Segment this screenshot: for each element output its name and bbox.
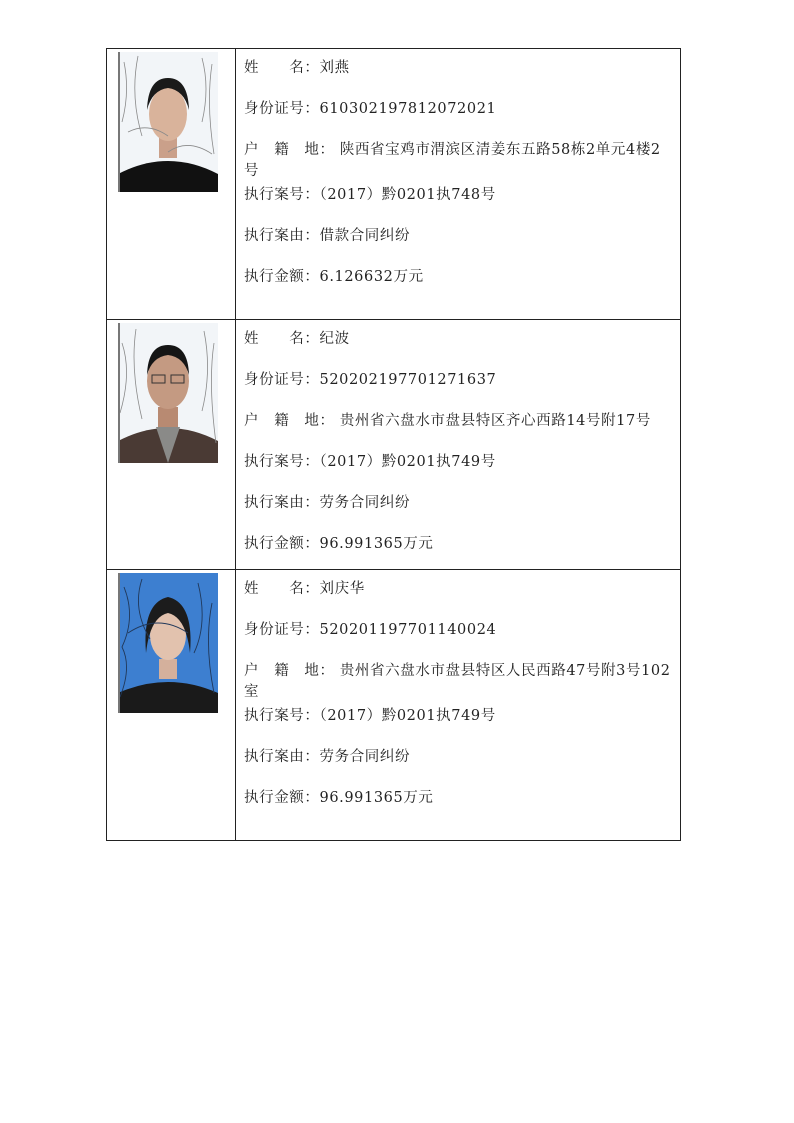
amount-value: 6.126632万元 — [319, 269, 424, 285]
info-cell — [236, 570, 681, 841]
id-row — [244, 620, 674, 641]
address-label: 户 籍 地： — [244, 142, 335, 158]
amount-label: 执行金额： — [244, 790, 320, 806]
amount-label: 执行金额： — [244, 536, 320, 552]
amount-row — [244, 267, 674, 288]
address-row — [244, 140, 674, 182]
portrait-photo — [118, 323, 218, 463]
address-row — [244, 411, 674, 432]
address-value: 贵州省六盘水市盘县特区齐心西路14号附17号 — [339, 413, 651, 429]
name-label: 姓 名： — [244, 60, 320, 76]
id-value: 520202197701271637 — [319, 372, 497, 388]
cause-label: 执行案由： — [244, 228, 320, 244]
name-label: 姓 名： — [244, 331, 320, 347]
portrait-photo — [118, 573, 218, 713]
case-no-value: （2017）黔0201执749号 — [319, 454, 496, 470]
address-label: 户 籍 地： — [244, 413, 335, 429]
photo-cell — [107, 570, 236, 841]
address-value: 陕西省宝鸡市渭滨区清姜东五路58栋2单元4楼2号 — [244, 142, 661, 179]
name-row — [244, 58, 674, 79]
portrait-photo — [118, 52, 218, 192]
table-row — [107, 320, 681, 570]
cause-label: 执行案由： — [244, 495, 320, 511]
cause-row — [244, 493, 674, 514]
case-no-label: 执行案号： — [244, 187, 320, 203]
amount-row — [244, 534, 674, 555]
case-no-value: （2017）黔0201执749号 — [319, 708, 496, 724]
table-row — [107, 570, 681, 841]
amount-value: 96.991365万元 — [319, 790, 434, 806]
name-row — [244, 579, 674, 600]
amount-label: 执行金额： — [244, 269, 320, 285]
photo-cell — [107, 320, 236, 570]
case-no-label: 执行案号： — [244, 454, 320, 470]
id-label: 身份证号： — [244, 622, 320, 638]
name-value: 刘燕 — [319, 60, 350, 76]
id-label: 身份证号： — [244, 372, 320, 388]
cause-label: 执行案由： — [244, 749, 320, 765]
cause-value: 借款合同纠纷 — [319, 228, 411, 244]
amount-value: 96.991365万元 — [319, 536, 434, 552]
cause-value: 劳务合同纠纷 — [319, 749, 411, 765]
id-label: 身份证号： — [244, 101, 320, 117]
cause-value: 劳务合同纠纷 — [319, 495, 411, 511]
name-row — [244, 329, 674, 350]
cause-row — [244, 226, 674, 247]
address-label: 户 籍 地： — [244, 663, 335, 679]
name-value: 刘庆华 — [319, 581, 365, 597]
id-row — [244, 99, 674, 120]
id-value: 610302197812072021 — [319, 101, 497, 117]
name-label: 姓 名： — [244, 581, 320, 597]
info-cell — [236, 49, 681, 320]
case-no-row — [244, 706, 674, 727]
address-value: 贵州省六盘水市盘县特区人民西路47号附3号102室 — [244, 663, 671, 700]
table-row — [107, 49, 681, 320]
case-no-row — [244, 185, 674, 206]
case-no-row — [244, 452, 674, 473]
case-no-value: （2017）黔0201执748号 — [319, 187, 496, 203]
case-no-label: 执行案号： — [244, 708, 320, 724]
photo-cell — [107, 49, 236, 320]
amount-row — [244, 788, 674, 809]
name-value: 纪波 — [319, 331, 350, 347]
debtor-table — [106, 48, 681, 841]
info-cell — [236, 320, 681, 570]
cause-row — [244, 747, 674, 768]
address-row — [244, 661, 674, 703]
id-row — [244, 370, 674, 391]
id-value: 520201197701140024 — [319, 622, 497, 638]
